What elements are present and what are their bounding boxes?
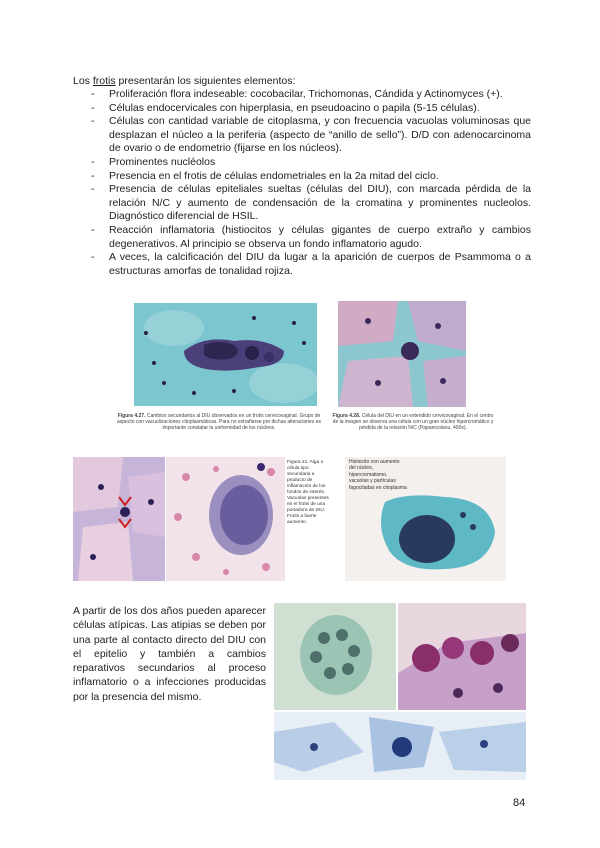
annotation-line: del núcleo,	[349, 465, 374, 472]
annotation-line: hipercromatismo,	[349, 471, 388, 478]
annotation-line: Histiocito con aumento	[349, 459, 400, 465]
intro-prefix: Los	[73, 75, 93, 87]
figure-caption-text: Cambios secundarios al DIU observados en un frotis cervicovaginal. Grupo de aspecto con vacuolizaciones citoplasmáticas. Para no extrañarse por dichas alteraciones es importante constatar la uniformidad de los núcleos.	[117, 413, 321, 432]
side-caption-text: Figura 21. Alga o célula tipo secundaria a producto de inflamación de los fondos de interés. Vacuolas presentes en el frotis de una portadora de DIU. Frotis a fuerte aumento.	[287, 460, 329, 525]
micrograph-histiocyte	[345, 457, 506, 581]
micrograph-large-nucleus	[166, 457, 285, 581]
micrograph-iud-cell-cluster	[134, 303, 317, 406]
intro-underlined-word: frotis	[92, 75, 116, 87]
finding-item: - Células endocervicales con hiperplasia, en pseudoacino o papila (5-15 células).	[91, 102, 531, 116]
findings-list	[91, 88, 531, 278]
intro-line	[73, 74, 295, 88]
intro-suffix: presentarán los siguientes elementos:	[115, 75, 296, 87]
side-figure-caption	[287, 460, 333, 526]
finding-item: - Prominentes nucléolos	[91, 156, 531, 170]
figure-caption-4-27	[112, 413, 326, 432]
body-paragraph: A partir de los dos años pueden aparecer células atípicas. Las atipias se deben por una parte al contacto directo del DIU con el epitelio y también a cambios reparativos secundarios al proceso inflamatorio o a infecciones producidas por la presencia del mismo.	[73, 605, 266, 703]
finding-item: - Presencia en el frotis de células endometriales en la 2a mitad del ciclo.	[91, 170, 531, 184]
annotation-line: fagocitadas en citoplasma	[349, 484, 407, 491]
finding-item: - Proliferación flora indeseable: cocobacilar, Trichomonas, Cándida y Actinomyces (+).	[91, 88, 531, 102]
figure-caption-text: Célula del DIU en un extendido cervicovaginal. En el centro de la imagen se observa una célula con un gran núcleo hipercromático y pérdida de la relación N/C (Papanicolaou, 400x).	[332, 413, 494, 432]
annotation-line: vacuolas y partículas	[349, 478, 396, 485]
figure-label-4-27: Figura 4.27.	[117, 413, 146, 419]
finding-item: - A veces, la calcificación del DIU da lugar a la aparición de cuerpos de Psammoma o a estructuras amorfas de tonalidad rojiza.	[91, 251, 531, 278]
micrograph-iud-single-cell	[338, 301, 466, 407]
micrograph-blue-epithelial-cells	[274, 712, 526, 780]
page-number: 84	[513, 797, 526, 809]
micrograph-purple-vacuolated-cells	[398, 603, 526, 710]
micrograph-psammoma-like-body	[274, 603, 396, 710]
finding-item: - Presencia de células epiteliales sueltas (células del DIU), con marcada pérdida de la relación N/C y aumento de condensación de la cromatina y prominentes nucleolos. Diagnóstico diferencial de HSIL.	[91, 183, 531, 224]
histiocyte-annotation	[349, 459, 449, 491]
figure-caption-4-28	[330, 413, 496, 432]
micrograph-inflammatory-cells	[73, 457, 165, 581]
finding-item: - Células con cantidad variable de citoplasma, y con frecuencia vacuolas voluminosas que desplazan el núcleo a la periferia (aspecto de “anillo de sello”). D/D con adenocarcinoma de ovario o de endometrio (fijarse en los núcleos).	[91, 115, 531, 156]
finding-item: - Reacción inflamatoria (histiocitos y células gigantes de cuerpo extraño y cambios degenerativos. Al principio se observa un fondo inflamatorio agudo.	[91, 224, 531, 251]
figure-label-4-28: Figura 4.28.	[332, 413, 361, 419]
